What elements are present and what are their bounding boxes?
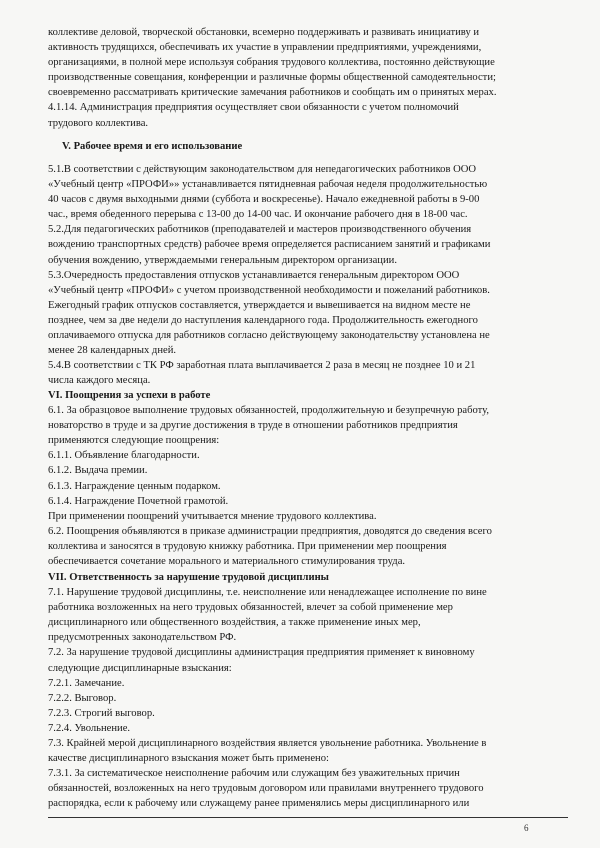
text-line: оплачиваемого отпуска для работников согласно действующему законодательству установлена не [48,330,490,342]
text-line: менее 28 календарных дней. [48,345,177,357]
section-heading: VII. Ответственность за нарушение трудовой дисциплины [48,572,329,583]
text-line: При применении поощрений учитывается мнение трудового коллектива. [48,510,377,522]
text-line: 7.2.3. Строгий выговор. [48,707,155,719]
text-line: 7.3. Крайней мерой дисциплинарного воздействия является увольнение работника. Увольнение в [48,738,487,750]
text-line: «Учебный центр «ПРОФИ»» устанавливается пятидневная рабочая неделя продолжительностью [48,179,488,191]
section-heading: VI. Поощрения за успехи в работе [48,390,211,401]
text-line: производственные совещания, конференции и различные формы общественной самодеятельности; [48,72,496,84]
text-line: час., время обеденного перерыва с 13-00 до 14-00 час. И окончание рабочего дня в 18-00 час. [48,209,468,221]
text-line: Ежегодный график отпусков составляется, утверждается и вывешивается на видном месте не [48,299,471,311]
text-line: 4.1.14. Администрация предприятия осуществляет свои обязанности с учетом полномочий [48,102,459,114]
text-line: работника возложенных на него трудовых обязанностей, влечет за собой применение мер [48,602,453,614]
text-line: коллективе деловой, творческой обстановки, всемерно поддерживать и развивать инициативу и [48,27,480,38]
text-line: 6.1.2. Выдача премии. [48,465,148,477]
text-line: 5.2.Для педагогических работников (преподавателей и мастеров производственного обучения [48,224,472,236]
text-line: качестве дисциплинарного взыскания может быть применено: [48,753,329,765]
text-line: 6.1.3. Награждение ценным подарком. [48,480,221,492]
text-line: «Учебный центр «ПРОФИ» с учетом производственной необходимости и пожеланий работников. [48,284,490,296]
text-line: новаторство в труде и за другие достижения в труде в отношении работников предприятия [48,420,458,432]
text-line: 5.3.Очередность предоставления отпусков устанавливается генеральным директором ООО [48,269,460,281]
text-line: 6.1. За образцовое выполнение трудовых обязанностей, продолжительную и безупречную работу, [48,405,490,417]
text-line: числа каждого месяца. [48,375,151,387]
text-line: применяются следующие поощрения: [48,435,220,447]
text-line: 6.1.4. Награждение Почетной грамотой. [48,495,229,507]
intro-paragraph [48,25,568,131]
text-line: 7.2. За нарушение трудовой дисциплины администрация предприятия применяет к виновному [48,647,475,659]
section-6 [48,388,568,569]
text-line: обеспечивается сочетание морального и материального стимулирования труда. [48,556,406,568]
section-5-heading-wrap [62,139,582,154]
text-line: 7.1. Нарушение трудовой дисциплины, т.е. неисполнение или ненадлежащее исполнение по вине [48,587,487,599]
text-line: 7.3.1. За систематическое неисполнение рабочим или служащим без уважительных причин [48,768,460,780]
text-line: вождению транспортных средств) рабочее время определяется расписанием занятий и графиками [48,239,491,251]
text-line: трудового коллектива. [48,117,149,129]
text-line: предусмотренных законодательством РФ. [48,632,237,644]
text-line: 5.4.В соответствии с ТК РФ заработная плата выплачивается 2 раза в месяц не позднее 10 и 21 [48,360,476,372]
text-line: коллектива и заносятся в трудовую книжку работника. При применении мер поощрения [48,540,447,552]
text-line: 6.2. Поощрения объявляются в приказе администрации предприятия, доводятся до сведения всего [48,525,492,537]
text-line: 7.2.4. Увольнение. [48,722,131,734]
section-7 [48,570,568,812]
text-line: 7.2.1. Замечание. [48,677,125,689]
footer-rule [48,817,568,818]
section-heading: V. Рабочее время и его использование [62,141,243,152]
text-line: 40 часов с двумя выходными днями (суббота и воскресенье). Начало ежедневной работы в 9-00 [48,194,480,206]
text-line: обязанностей, возложенных на него трудовым договором или правилами внутреннего трудового [48,783,484,795]
text-line: обучения вождению, утверждаемыми генеральным директором организации. [48,254,397,266]
text-line: организациями, в полной мере используя собрания трудового коллектива, постоянно действующие [48,57,495,69]
section-5-body [48,162,568,388]
text-line: дисциплинарного или общественного воздействия, а также применение иных мер, [48,617,421,629]
text-line: следующие дисциплинарные взыскания: [48,662,232,674]
text-line: позднее, чем за две недели до наступления календарного года. Продолжительность ежегодного [48,314,478,326]
text-line: 6.1.1. Объявление благодарности. [48,450,200,462]
page-number: 6 [524,823,529,833]
text-line: распорядка, если к рабочему или служащему ранее применялись меры дисциплинарного или [48,798,470,810]
text-line: 5.1.В соответствии с действующим законодательством для непедагогических работников ООО [48,164,477,175]
text-line: 7.2.2. Выговор. [48,692,117,704]
text-line: активность трудящихся, обеспечивать их участие в управлении предприятиями, учреждениями, [48,42,482,54]
text-line: своевременно рассматривать критические замечания работников и сообщать им о принятых мерах. [48,87,497,99]
